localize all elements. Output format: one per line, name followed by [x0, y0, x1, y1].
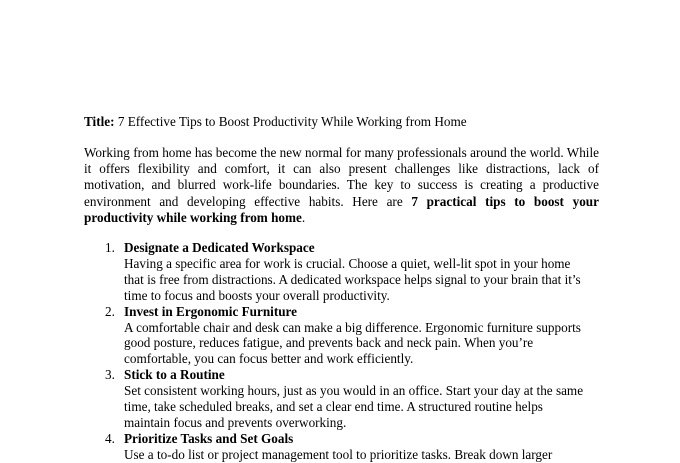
- item-number: 2.: [105, 303, 115, 319]
- intro-end: .: [301, 209, 306, 225]
- intro-bold: 7 practical tips to boost your productivity while working from home: [84, 193, 599, 225]
- tips-list: [84, 240, 599, 463]
- intro-paragraph: [84, 145, 599, 226]
- title-text: 7 Effective Tips to Boost Productivity While Working from Home: [117, 114, 467, 129]
- item-number: 4.: [105, 430, 115, 446]
- item-heading: Designate a Dedicated Workspace: [124, 240, 315, 256]
- intro-text: Working from home has become the new normal for many professionals around the world. While it offers flexibility and comfort, it can also present challenges like distractions, lack of motivation, and blurred work-life boundaries. The key to success is creating a productive environment and developing effective habits. Here are: [84, 145, 599, 209]
- list-item: [84, 240, 599, 304]
- item-heading: Stick to a Routine: [124, 367, 225, 383]
- item-body: Use a to-do list or project management tool to prioritize tasks. Break down larger: [124, 446, 553, 462]
- document-page: [84, 113, 599, 463]
- list-item: [84, 431, 599, 463]
- title-label: Title:: [84, 114, 115, 129]
- item-heading: Prioritize Tasks and Set Goals: [124, 430, 294, 446]
- item-number: 3.: [105, 367, 115, 383]
- document-title: [84, 113, 599, 131]
- item-number: 1.: [105, 240, 115, 256]
- list-item: [84, 304, 599, 368]
- item-body: Having a specific area for work is crucial. Choose a quiet, well-lit spot in your home that is free from distractions. A dedicated workspace helps signal to your brain that it’s time to focus and boosts your overall productivity.: [124, 255, 581, 303]
- item-heading: Invest in Ergonomic Furniture: [124, 303, 298, 319]
- item-body: A comfortable chair and desk can make a big difference. Ergonomic furniture supports good posture, reduces fatigue, and prevents back and neck pain. When you’re comfortable, you can focus better and work efficiently.: [124, 319, 581, 367]
- list-item: [84, 367, 599, 431]
- item-body: Set consistent working hours, just as you would in an office. Start your day at the same time, take scheduled breaks, and set a clear end time. A structured routine helps maintain focus and prevents overworking.: [124, 383, 584, 430]
